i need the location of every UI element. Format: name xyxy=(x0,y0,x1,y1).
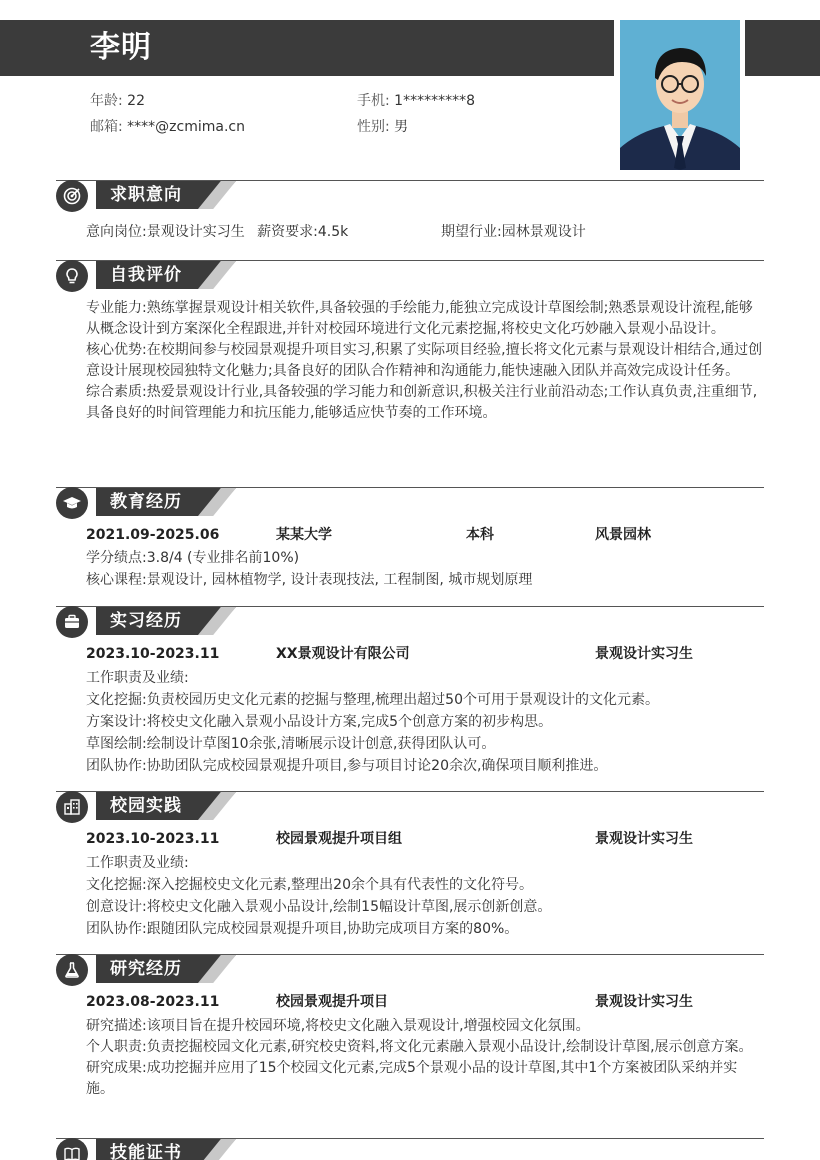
research-date: 2023.08-2023.11 xyxy=(86,994,220,1010)
gender-field xyxy=(357,117,408,137)
target-icon xyxy=(56,180,88,212)
internship-line: 草图绘制:绘制设计草图10余张,清晰展示设计创意,获得团队认可。 xyxy=(86,736,496,752)
gender-value: 男 xyxy=(394,119,409,135)
internship-company: XX景观设计有限公司 xyxy=(276,646,410,662)
phone-label: 手机: xyxy=(357,93,390,109)
candidate-name: 李明 xyxy=(90,30,152,65)
internship-line: 工作职责及业绩: xyxy=(86,670,189,686)
internship-role: 景观设计实习生 xyxy=(595,646,693,662)
campus-date: 2023.10-2023.11 xyxy=(86,831,220,847)
internship-line: 文化挖掘:负责校园历史文化元素的挖掘与整理,梳理出超过50个可用于景观设计的文化元素。 xyxy=(86,692,659,708)
age-value: 22 xyxy=(127,93,145,109)
age-label: 年龄: xyxy=(90,93,123,109)
campus-row xyxy=(86,828,764,850)
lightbulb-icon xyxy=(56,260,88,292)
gender-label: 性别: xyxy=(357,119,390,135)
internship-line: 团队协作:协助团队完成校园景观提升项目,参与项目讨论20余次,确保项目顺利推进。 xyxy=(86,758,608,774)
section-title: 教育经历 xyxy=(110,492,182,512)
research-para: 研究成果:成功挖掘并应用了15个校园文化元素,完成5个景观小品的设计草图,其中1个方案被团队采纳并实施。 xyxy=(86,1060,738,1097)
self-eval-para: 核心优势:在校期间参与校园景观提升项目实习,积累了实际项目经验,擅长将文化元素与景观设计相结合,通过创意设计展现校园独特文化魅力;具备良好的团队合作精神和沟通能力,能快速融入团队并高效完成设计任务。 xyxy=(86,342,763,379)
section-header-research xyxy=(56,954,764,986)
research-details xyxy=(86,1016,764,1100)
header-bar-right xyxy=(745,20,820,76)
campus-details xyxy=(86,852,764,940)
phone-field xyxy=(357,91,475,111)
intent-position: 意向岗位:景观设计实习生 xyxy=(86,224,245,240)
briefcase-icon xyxy=(56,606,88,638)
section-header-education xyxy=(56,487,764,519)
education-degree: 本科 xyxy=(466,527,494,543)
self-eval-text xyxy=(86,298,764,424)
education-courses: 核心课程:景观设计, 园林植物学, 设计表现技法, 工程制图, 城市规划原理 xyxy=(86,572,533,588)
intent-industry: 期望行业:园林景观设计 xyxy=(441,224,586,240)
campus-line: 团队协作:跟随团队完成校园景观提升项目,协助完成项目方案的80%。 xyxy=(86,921,519,937)
intent-line xyxy=(86,222,764,243)
campus-role: 景观设计实习生 xyxy=(595,831,693,847)
campus-org: 校园景观提升项目组 xyxy=(276,831,402,847)
building-icon xyxy=(56,791,88,823)
section-header-internship xyxy=(56,606,764,638)
email-value: ****@zcmima.cn xyxy=(127,119,245,135)
research-row xyxy=(86,991,764,1013)
research-para: 研究描述:该项目旨在提升校园环境,将校史文化融入景观设计,增强校园文化氛围。 xyxy=(86,1018,590,1034)
age-field xyxy=(90,91,145,111)
section-header-campus xyxy=(56,791,764,823)
flask-icon xyxy=(56,954,88,986)
section-title: 实习经历 xyxy=(110,611,182,631)
phone-value: 1*********8 xyxy=(394,93,475,109)
education-details xyxy=(86,548,764,591)
section-header-self-eval xyxy=(56,260,764,292)
portrait-illustration xyxy=(620,20,740,170)
research-role: 景观设计实习生 xyxy=(595,994,693,1010)
campus-line: 创意设计:将校史文化融入景观小品设计,绘制15幅设计草图,展示创新创意。 xyxy=(86,899,552,915)
research-para: 个人职责:负责挖掘校园文化元素,研究校史资料,将文化元素融入景观小品设计,绘制设计草图,展示创意方案。 xyxy=(86,1039,753,1055)
self-eval-para: 专业能力:熟练掌握景观设计相关软件,具备较强的手绘能力,能独立完成设计草图绘制;熟悉景观设计流程,能够从概念设计到方案深化全程跟进,并针对校园环境进行文化元素挖掘,将校史文化巧妙融入景观小品设计。 xyxy=(86,300,753,337)
education-row xyxy=(86,524,764,546)
section-header-skills xyxy=(56,1138,764,1160)
book-icon xyxy=(56,1138,88,1160)
research-project: 校园景观提升项目 xyxy=(276,994,388,1010)
section-title: 技能证书 xyxy=(110,1143,182,1160)
section-title: 校园实践 xyxy=(110,796,182,816)
education-major: 风景园林 xyxy=(595,527,651,543)
profile-photo xyxy=(620,20,740,170)
self-eval-para: 综合素质:热爱景观设计行业,具备较强的学习能力和创新意识,积极关注行业前沿动态;工作认真负责,注重细节,具备良好的时间管理能力和抗压能力,能够适应快节奏的工作环境。 xyxy=(86,384,758,421)
internship-row xyxy=(86,643,764,665)
internship-details xyxy=(86,667,764,777)
section-title: 求职意向 xyxy=(110,185,182,205)
section-title: 自我评价 xyxy=(110,265,182,285)
section-header-intent xyxy=(56,180,764,212)
campus-line: 工作职责及业绩: xyxy=(86,855,189,871)
campus-line: 文化挖掘:深入挖掘校史文化元素,整理出20余个具有代表性的文化符号。 xyxy=(86,877,533,893)
section-title: 研究经历 xyxy=(110,959,182,979)
graduation-cap-icon xyxy=(56,487,88,519)
intent-salary: 薪资要求:4.5k xyxy=(257,224,349,240)
internship-line: 方案设计:将校史文化融入景观小品设计方案,完成5个创意方案的初步构思。 xyxy=(86,714,553,730)
education-gpa: 学分绩点:3.8/4 (专业排名前10%) xyxy=(86,550,300,566)
email-label: 邮箱: xyxy=(90,119,123,135)
education-date: 2021.09-2025.06 xyxy=(86,527,220,543)
education-school: 某某大学 xyxy=(276,527,332,543)
internship-date: 2023.10-2023.11 xyxy=(86,646,220,662)
email-field xyxy=(90,117,245,137)
